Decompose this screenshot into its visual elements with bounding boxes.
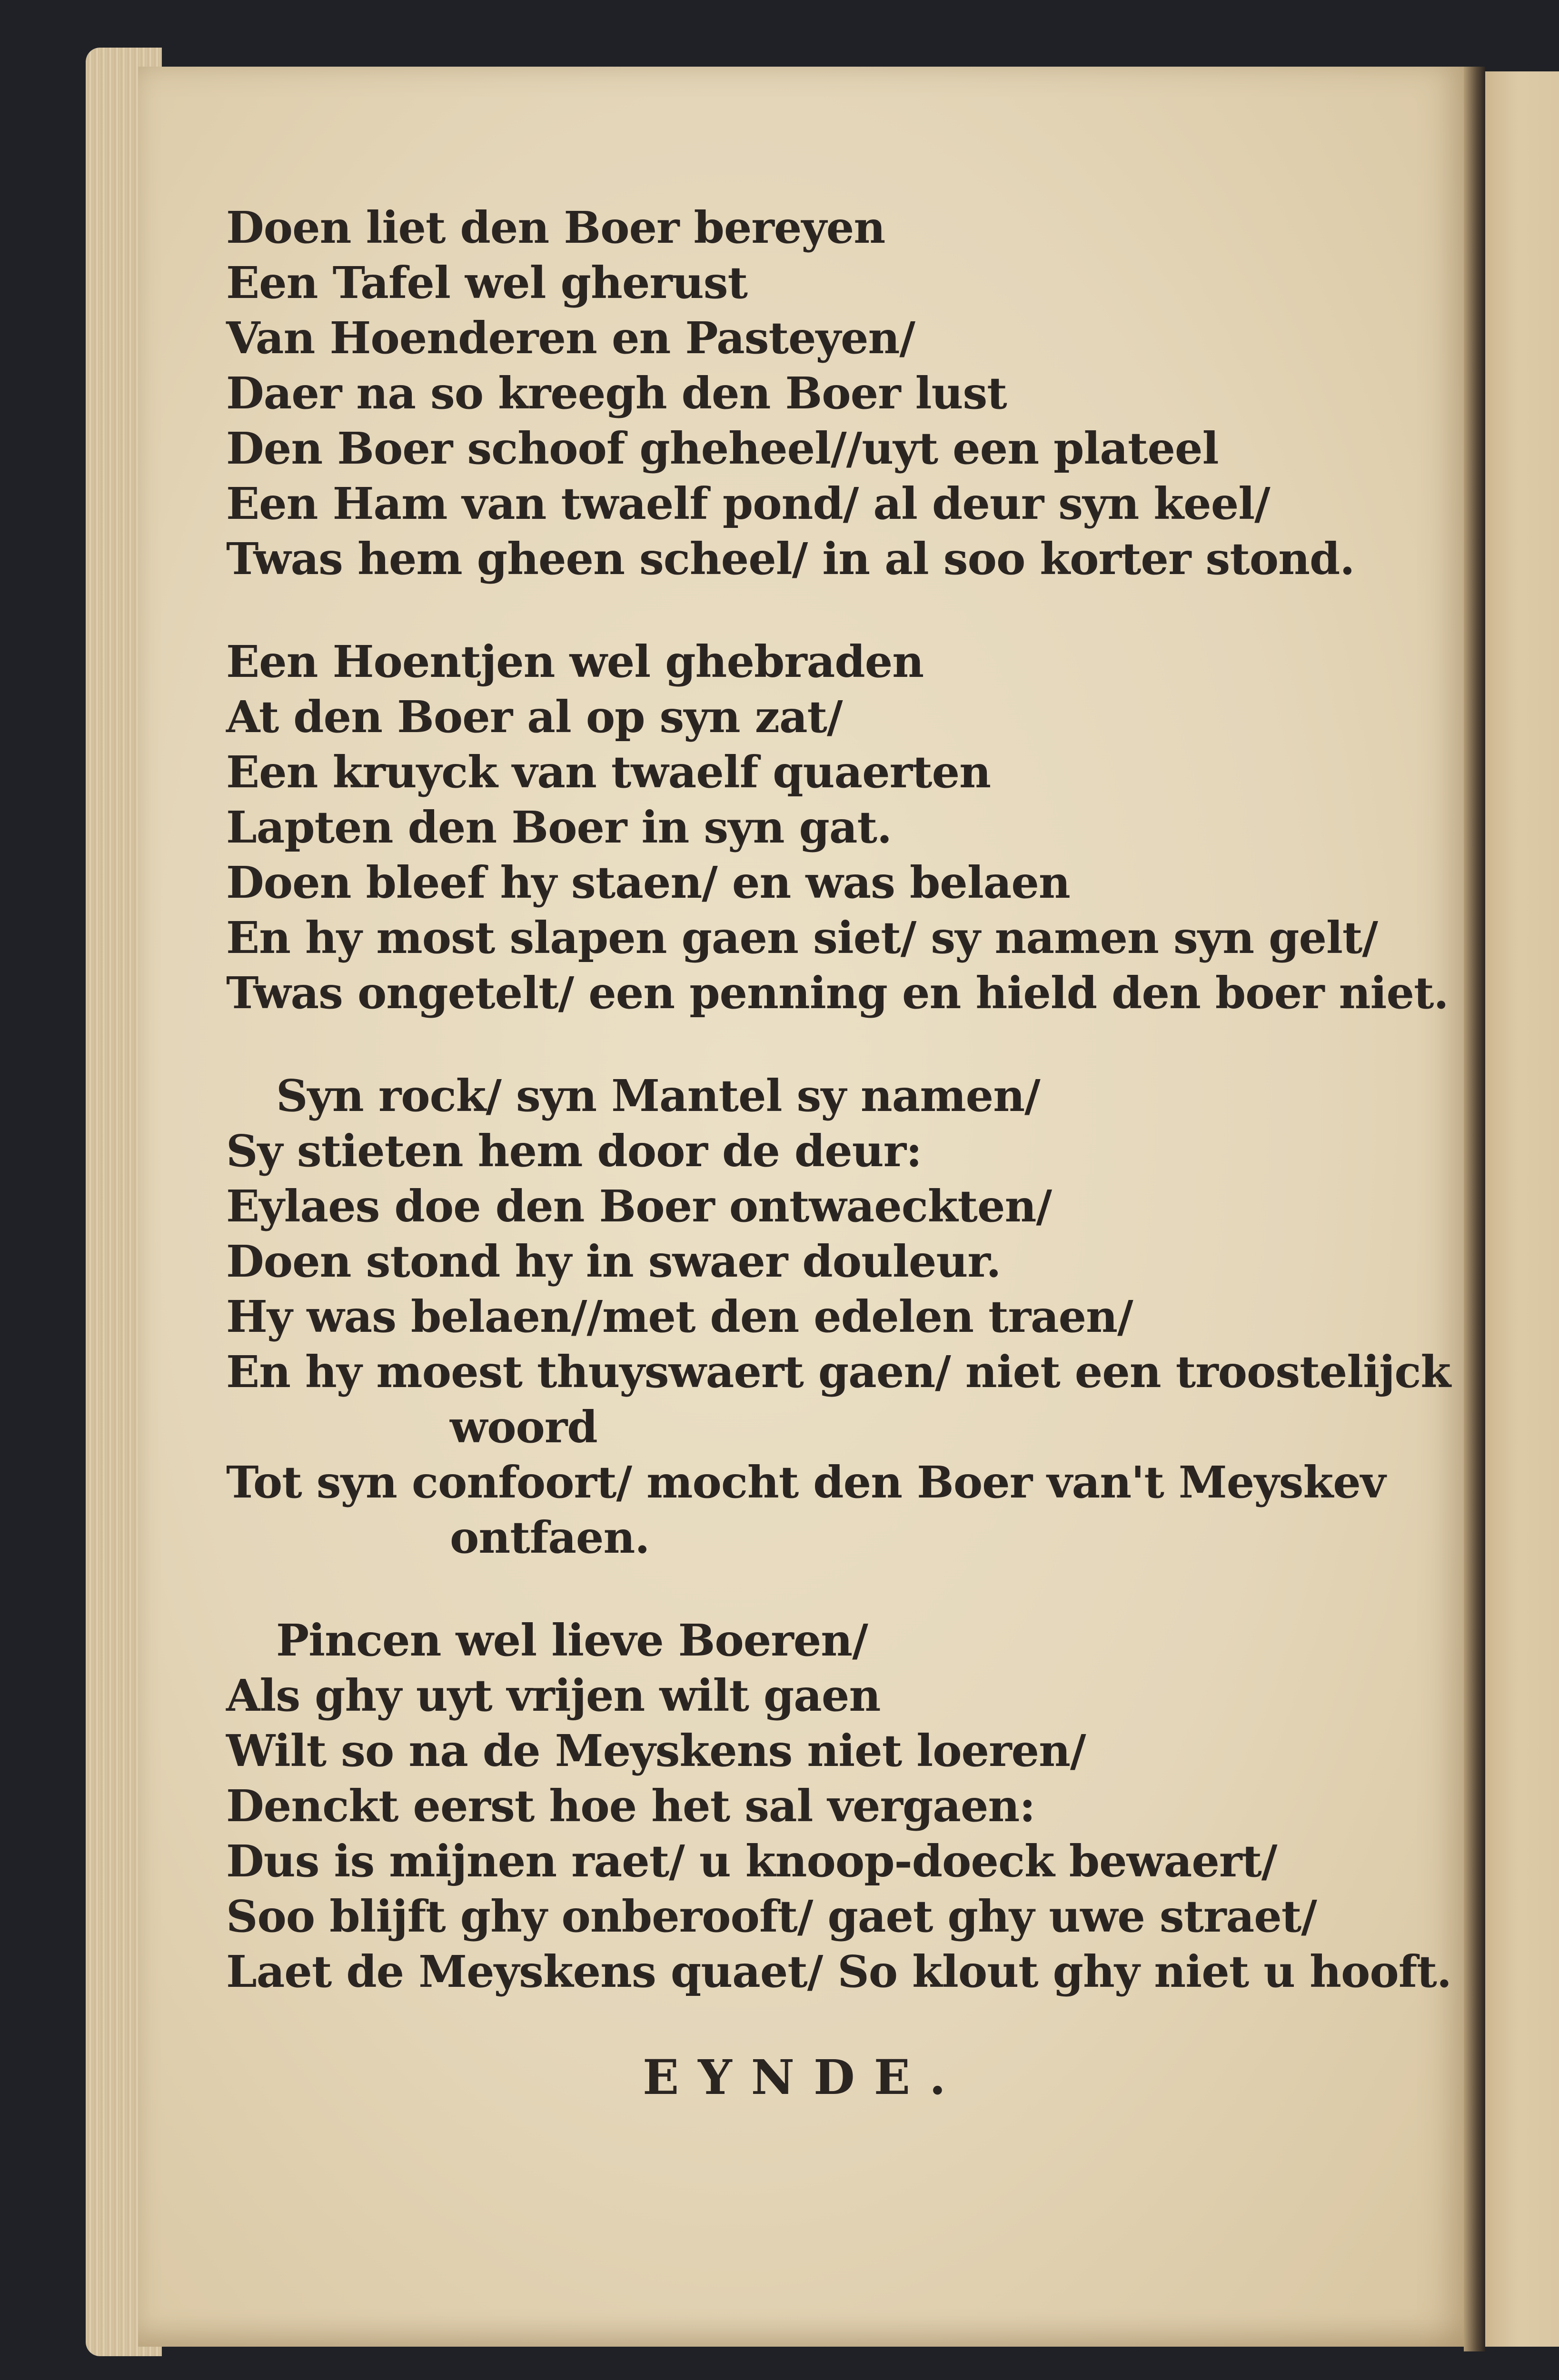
book-gutter <box>1464 67 1485 2351</box>
poem-line: Daer na so kreegh den Boer lust <box>226 367 1007 419</box>
poem-line: Een Tafel wel gherust <box>226 257 748 308</box>
poem-line: Eylaes doe den Boer ontwaeckten/ <box>226 1180 1052 1232</box>
poem-line: Twas ongetelt/ een penning en hield den boer niet. <box>226 967 1449 1019</box>
poem-line: En hy moest thuyswaert gaen/ niet een troostelijck <box>226 1346 1451 1398</box>
poem-line-continuation: woord <box>450 1401 597 1453</box>
poem-line: Een kruyck van twaelf quaerten <box>226 746 991 798</box>
stanza-3 <box>226 1068 1451 1565</box>
poem-line: Soo blijft ghy onberooft/ gaet ghy uwe straet/ <box>226 1891 1317 1942</box>
stanza-4 <box>226 1613 1451 1999</box>
poem-line: Doen stond hy in swaer douleur. <box>226 1236 1001 1287</box>
poem-line-continuation: ontfaen. <box>450 1512 650 1563</box>
stanza-2 <box>226 634 1449 1021</box>
finis-heading: EYNDE. <box>643 2049 965 2105</box>
poem-line: En hy most slapen gaen siet/ sy namen syn gelt/ <box>226 912 1378 963</box>
stanza-1 <box>226 200 1416 586</box>
facing-page <box>1480 71 1559 2347</box>
poem-line: Syn rock/ syn Mantel sy namen/ <box>276 1070 1040 1121</box>
poem-line: Hy was belaen//met den edelen traen/ <box>226 1291 1133 1342</box>
poem-line: Lapten den Boer in syn gat. <box>226 802 892 853</box>
poem-line: At den Boer al op syn zat/ <box>226 691 843 743</box>
poem-line: Twas hem gheen scheel/ in al soo korter stond. <box>226 533 1355 585</box>
poem-line: Denckt eerst hoe het sal vergaen: <box>226 1780 1035 1832</box>
poem-line: Een Hoentjen wel ghebraden <box>226 636 924 687</box>
poem-line: Van Hoenderen en Pasteyen/ <box>226 312 915 364</box>
poem-text <box>226 200 1451 2047</box>
poem-line: Wilt so na de Meyskens niet loeren/ <box>226 1725 1086 1776</box>
poem-line: Een Ham van twaelf pond/ al deur syn keel/ <box>226 478 1270 529</box>
poem-line: Laet de Meyskens quaet/ So klout ghy niet u hooft. <box>226 1946 1451 1997</box>
poem-line: Tot syn confoort/ mocht den Boer van't Meyskev <box>226 1457 1386 1508</box>
poem-line: Doen liet den Boer bereyen <box>226 202 885 253</box>
poem-line: Sy stieten hem door de deur: <box>226 1125 922 1177</box>
poem-line: Dus is mijnen raet/ u knoop-doeck bewaert/ <box>226 1835 1277 1887</box>
poem-line: Als ghy uyt vrijen wilt gaen <box>226 1670 881 1721</box>
poem-line: Den Boer schoof gheheel//uyt een plateel <box>226 423 1219 474</box>
poem-line: Doen bleef hy staen/ en was belaen <box>226 857 1070 908</box>
poem-line: Pincen wel lieve Boeren/ <box>276 1615 868 1666</box>
